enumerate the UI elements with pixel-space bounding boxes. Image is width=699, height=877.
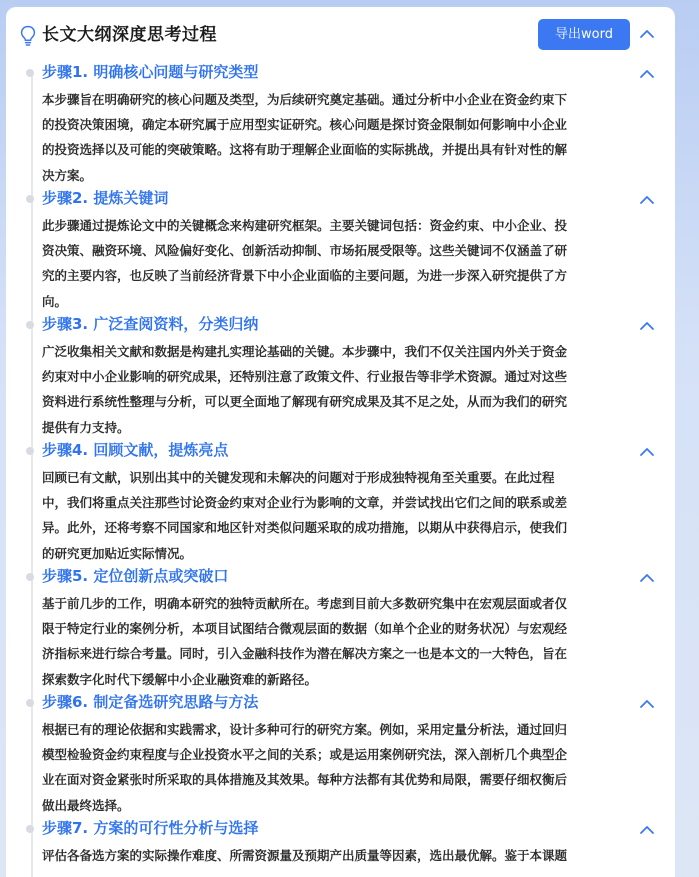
step-text-line: 基于前几步的工作，明确本研究的独特贡献所在。考虑到目前大多数研究集中在宏观层面或者仅: [42, 596, 568, 611]
step-text-line: 济指标来进行综合考量。同时，引入金融科技作为潜在解决方案之一也是本文的一大特色，旨在: [42, 646, 568, 662]
timeline-dot: [26, 699, 34, 707]
chevron-up-icon[interactable]: [639, 321, 655, 331]
timeline-dot: [26, 69, 34, 77]
timeline-dot: [26, 447, 34, 455]
chevron-up-icon[interactable]: [639, 29, 655, 39]
step-item: [6, 187, 675, 313]
step-description: [42, 339, 632, 440]
step-text-line: 根据已有的理论依据和实践需求，设计多种可行的研究方案。例如，采用定量分析法，通过回归: [42, 722, 568, 737]
chevron-up-icon[interactable]: [639, 825, 655, 835]
step-text-line: 模型检验资金约束程度与企业投资水平之间的关系；或是运用案例研究法，深入剖析几个典型企: [42, 747, 568, 763]
step-text-line: 约束对中小企业影响的研究成果，还特别注意了政策文件、行业报告等非学术资源。通过对这些: [42, 369, 568, 385]
step-title[interactable]: 步骤2. 提炼关键词: [42, 189, 169, 207]
step-title[interactable]: 步骤1. 明确核心问题与研究类型: [42, 63, 259, 81]
step-text-line: 评估各备选方案的实际操作难度、所需资源量及预期产出质量等因素，选出最优解。鉴于本课题: [42, 848, 568, 863]
step-text-line: 资料进行系统性整理与分析，可以更全面地了解现有研究成果及其不足之处，从而为我们的研究: [42, 394, 568, 410]
step-description: [42, 87, 632, 188]
step-item: [6, 691, 675, 817]
lightbulb-icon: [20, 25, 36, 47]
step-text-line: 的投资决策困境，确定本研究属于应用型实证研究。核心问题是探讨资金限制如何影响中小企业: [42, 117, 568, 133]
timeline-dot: [26, 195, 34, 203]
step-description: [42, 843, 632, 868]
step-text-line: 提供有力支持。: [42, 419, 130, 435]
step-text-line: 决方案。: [42, 167, 93, 183]
chevron-up-icon[interactable]: [639, 573, 655, 583]
timeline-dot: [26, 321, 34, 329]
step-text-line: 限于特定行业的案例分析，本项目试图结合微观层面的数据（如单个企业的财务状况）与宏观经: [42, 621, 568, 637]
step-text-line: 探索数字化时代下缓解中小企业融资难的新路径。: [42, 671, 318, 687]
step-text-line: 做出最终选择。: [42, 797, 130, 813]
export-word-button[interactable]: 导出word: [538, 19, 630, 50]
chevron-up-icon[interactable]: [639, 699, 655, 709]
step-title[interactable]: 步骤6. 制定备选研究思路与方法: [42, 693, 259, 711]
step-text-line: 此步骤通过提炼论文中的关键概念来构建研究框架。主要关键词包括：资金约束、中小企业、投: [42, 218, 568, 233]
step-text-line: 回顾已有文献，识别出其中的关键发现和未解决的问题对于形成独特视角至关重要。在此过程: [42, 470, 555, 485]
panel-header: [6, 7, 675, 63]
outline-panel: [6, 7, 675, 877]
step-item: [6, 313, 675, 439]
step-text-line: 异。此外，还将考察不同国家和地区针对类似问题采取的成功措施，以期从中获得启示，使我们: [42, 520, 568, 536]
step-title[interactable]: 步骤4. 回顾文献，提炼亮点: [42, 441, 229, 459]
step-text-line: 广泛收集相关文献和数据是构建扎实理论基础的关键。本步骤中，我们不仅关注国内外关于资金: [42, 344, 568, 359]
step-text-line: 的研究更加贴近实际情况。: [42, 545, 193, 561]
step-title[interactable]: 步骤5. 定位创新点或突破口: [42, 567, 229, 585]
step-text-line: 的投资选择以及可能的突破策略。这将有助于理解企业面临的实际挑战，并提出具有针对性的解: [42, 142, 568, 158]
step-text-line: 中，我们将重点关注那些讨论资金约束对企业行为影响的文章，并尝试找出它们之间的联系或差: [42, 495, 568, 511]
steps-list: [6, 61, 675, 877]
step-description: [42, 717, 632, 818]
step-title[interactable]: 步骤3. 广泛查阅资料，分类归纳: [42, 315, 259, 333]
step-item: [6, 61, 675, 187]
step-item: [6, 439, 675, 565]
step-text-line: 究的主要内容，也反映了当前经济背景下中小企业面临的主要问题，为进一步深入研究提供了方: [42, 268, 568, 284]
step-description: [42, 213, 632, 314]
step-title[interactable]: 步骤7. 方案的可行性分析与选择: [42, 819, 259, 837]
timeline-dot: [26, 573, 34, 581]
step-item: [6, 817, 675, 877]
step-text-line: 向。: [42, 293, 68, 309]
step-description: [42, 465, 632, 566]
timeline-dot: [26, 825, 34, 833]
step-text-line: 资决策、融资环境、风险偏好变化、创新活动抑制、市场拓展受限等。这些关键词不仅涵盖了研: [42, 243, 568, 259]
step-item: [6, 565, 675, 691]
chevron-up-icon[interactable]: [639, 195, 655, 205]
step-description: [42, 591, 632, 692]
chevron-up-icon[interactable]: [639, 69, 655, 79]
step-text-line: 本步骤旨在明确研究的核心问题及类型，为后续研究奠定基础。通过分析中小企业在资金约束下: [42, 92, 568, 107]
step-text-line: 业在面对资金紧张时所采取的具体措施及其效果。每种方法都有其优势和局限，需要仔细权衡后: [42, 772, 568, 788]
page-title: 长文大纲深度思考过程: [42, 25, 217, 45]
chevron-up-icon[interactable]: [639, 447, 655, 457]
